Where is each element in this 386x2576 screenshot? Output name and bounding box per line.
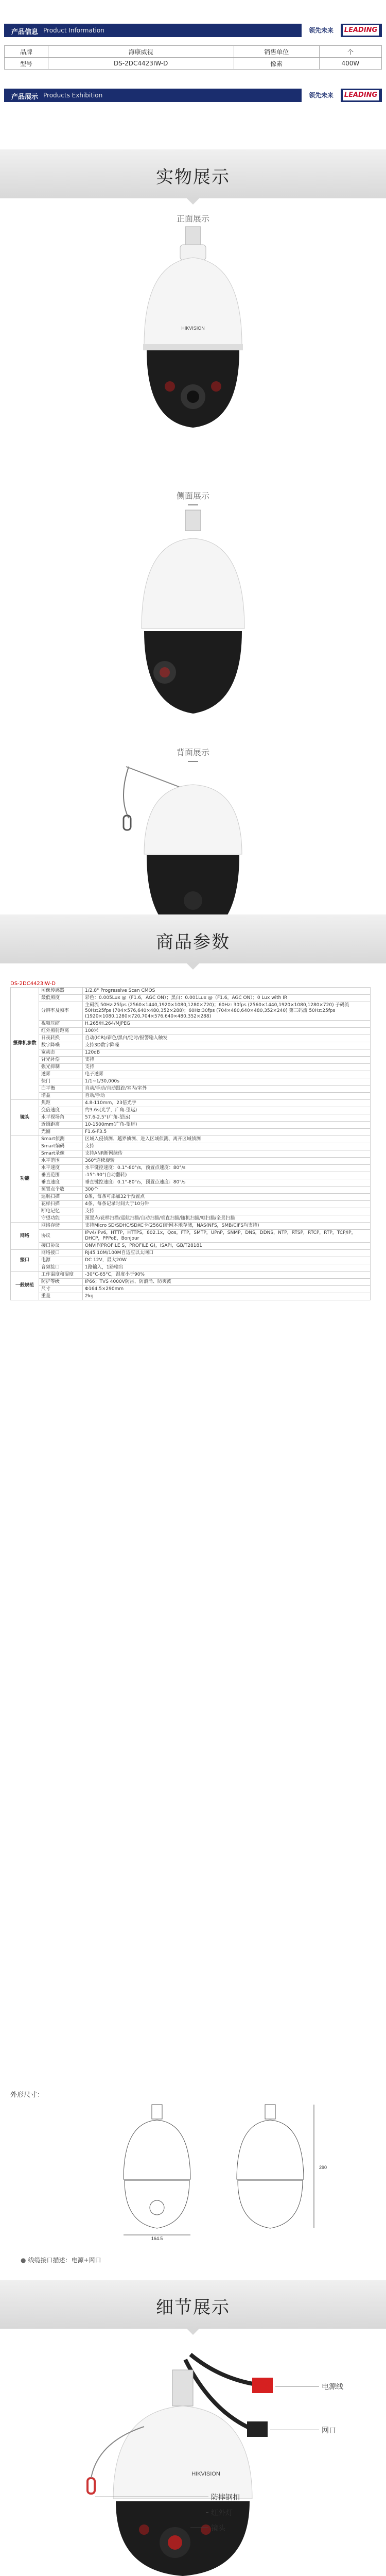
- spec-value: 垂直键控速度：0.1°-80°/s，预置点速度：80°/s: [83, 1179, 371, 1187]
- camera-front-image: [129, 227, 257, 443]
- front-view-label: 正面展示: [0, 212, 386, 228]
- table-cell: 像素: [234, 58, 319, 70]
- spec-row: [11, 1279, 371, 1286]
- spec-row: [11, 1179, 371, 1187]
- section-title: 细节展示: [156, 2297, 230, 2318]
- spec-key: 光圈: [39, 1129, 83, 1136]
- spec-value: -30°C-65°C，湿度小于90%: [83, 1272, 371, 1279]
- spec-value: 100米: [83, 1028, 371, 1035]
- table-row: [5, 46, 382, 58]
- spec-row: [11, 1257, 371, 1264]
- spec-category: 功能: [11, 1136, 39, 1223]
- banner-arrow: [187, 2329, 199, 2335]
- spec-value: 支持: [83, 1057, 371, 1064]
- spec-value: 支持Micro SD/SDHC/SDXC卡(256G)断网本地存储，NAS(NFS，SMB/CIFS均支持): [83, 1223, 371, 1230]
- spec-value: 约3.6s(光学，广角-望远): [83, 1107, 371, 1114]
- spec-row: [11, 1250, 371, 1257]
- spec-row: [11, 1086, 371, 1093]
- table-cell: 400W: [319, 58, 381, 70]
- spec-row: [11, 1100, 371, 1107]
- spec-row: [11, 1165, 371, 1172]
- side-view-label: 侧面展示: [0, 489, 386, 505]
- spec-value: 主码流 50Hz:25fps (2560×1440,1920×1080,1280×720)；60Hz: 30fps (2560×1440,1920×1080,1280×720) 子码流 50Hz:25fps (704×576,640×480,352×288)；60Hz:30fps (704×480,640×480,352×240) 第三码流 50Hz:25fps (1920×1080,1280×720,704×576,640×480,352×288): [83, 1002, 371, 1021]
- product-info-table: [4, 45, 382, 70]
- spec-key: 水平视场角: [39, 1114, 83, 1122]
- spec-row: [11, 1078, 371, 1086]
- spec-key: 接口协议: [39, 1243, 83, 1250]
- spec-value: 2kg: [83, 1293, 371, 1300]
- spec-value: 1/2.8" Progressive Scan CMOS: [83, 988, 371, 995]
- table-cell: 型号: [5, 58, 48, 70]
- callout-power: 电源线: [322, 2383, 343, 2391]
- spec-row: [11, 1107, 371, 1114]
- spec-key: 快门: [39, 1078, 83, 1086]
- exhibition-header: [4, 89, 382, 102]
- spec-row: [11, 1057, 371, 1064]
- spec-key: 宽动态: [39, 1049, 83, 1057]
- spec-key: 垂直速度: [39, 1179, 83, 1187]
- detail-banner: [0, 2280, 386, 2329]
- spec-row: [11, 1150, 371, 1158]
- spec-value: 支持ANR断网续传: [83, 1150, 371, 1158]
- spec-key: 数字降噪: [39, 1042, 83, 1049]
- spec-table: [10, 987, 371, 1300]
- product-info-header: [4, 24, 382, 37]
- real-photo-banner: [0, 149, 386, 198]
- spec-row: [11, 1002, 371, 1021]
- spec-key: 电源: [39, 1257, 83, 1264]
- spec-value: 自动/手动/自动跟踪/室内/室外: [83, 1086, 371, 1093]
- spec-key: 变倍速度: [39, 1107, 83, 1114]
- spec-value: 57.6-2.5°(广角-望远): [83, 1114, 371, 1122]
- spec-value: 彩色：0.005Lux @（F1.6，AGC ON）；黑白：0.001Lux @（F1.6，AGC ON）；0 Lux with IR: [83, 995, 371, 1002]
- brand-logo-en: LEADING: [343, 25, 379, 36]
- dimension-front-drawing: [113, 2102, 201, 2241]
- spec-row: [11, 1187, 371, 1194]
- spec-row: [11, 1114, 371, 1122]
- spec-value: IP66；TVS 4000V防雷、防浪涌、防突波: [83, 1279, 371, 1286]
- spec-key: Smart侦测: [39, 1136, 83, 1143]
- spec-key: 水平速度: [39, 1165, 83, 1172]
- brand-logo-cn: 领先未来: [302, 89, 341, 102]
- table-cell: 个: [319, 46, 381, 58]
- spec-key: 音频接口: [39, 1264, 83, 1272]
- table-cell: 品牌: [5, 46, 48, 58]
- table-row: [5, 58, 382, 70]
- spec-value: 水平键控速度：0.1°-80°/s，预置点速度：80°/s: [83, 1165, 371, 1172]
- spec-value: IPv4/IPv6，HTTP，HTTPS，802.1x，Qos，FTP，SMTP，UPnP，SNMP，DNS，DDNS，NTP，RTSP，RTCP，RTP，TCP/IP，DHCP，PPPoE，Bonjour: [83, 1230, 371, 1243]
- spec-key: 强光抑制: [39, 1064, 83, 1071]
- spec-value: F1.6-F3.5: [83, 1129, 371, 1136]
- spec-value: 360°连续旋转: [83, 1158, 371, 1165]
- spec-key: 水平范围: [39, 1158, 83, 1165]
- callout-network: 网口: [322, 2427, 336, 2435]
- spec-key: 网络接口: [39, 1250, 83, 1257]
- header-title-cn: 产品信息: [11, 28, 39, 36]
- dimension-side-drawing: [226, 2102, 327, 2241]
- spec-key: 预置点个数: [39, 1187, 83, 1194]
- spec-key: Smart录像: [39, 1150, 83, 1158]
- spec-key: 垂直范围: [39, 1172, 83, 1179]
- table-cell: 销售单位: [234, 46, 319, 58]
- spec-row: [11, 1049, 371, 1057]
- spec-value: 区域入侵侦测、越界侦测、进入区域侦测、离开区域侦测: [83, 1136, 371, 1143]
- params-banner: [0, 914, 386, 963]
- callout-anti-drop: 防摔钢扣: [211, 2494, 240, 2502]
- spec-key: 红外照射距离: [39, 1028, 83, 1035]
- table-cell: 海康威视: [48, 46, 234, 58]
- spec-row: [11, 1158, 371, 1165]
- dimension-height: 290: [319, 2165, 327, 2170]
- spec-model-label: DS-2DC4423IW-D: [10, 981, 56, 987]
- spec-row: [11, 1042, 371, 1049]
- spec-value: 支持: [83, 1208, 371, 1215]
- brand-logo-cn: 领先未来: [302, 24, 341, 37]
- spec-key: 花样扫描: [39, 1201, 83, 1208]
- spec-key: 守望功能: [39, 1215, 83, 1223]
- spec-row: [11, 1143, 371, 1150]
- dimension-title: 外形尺寸：: [10, 2091, 44, 2099]
- spec-row: [11, 1215, 371, 1223]
- brand-label: HIKVISION: [191, 2471, 220, 2477]
- banner-arrow: [187, 198, 199, 205]
- spec-key: 视频压缩: [39, 1021, 83, 1028]
- camera-side-image: [129, 510, 257, 726]
- spec-value: 支持3D数字降噪: [83, 1042, 371, 1049]
- spec-value: 预置点/花样扫描/巡航扫描/自动扫描/垂直扫描/随机扫描/帧扫描/全景扫描: [83, 1215, 371, 1223]
- header-title-en: Product Information: [43, 27, 104, 34]
- spec-key: 断电记忆: [39, 1208, 83, 1215]
- spec-key: 焦距: [39, 1100, 83, 1107]
- spec-row: [11, 1272, 371, 1279]
- spec-key: 日夜转换: [39, 1035, 83, 1042]
- spec-key: 重量: [39, 1293, 83, 1300]
- spec-value: 8条，每条可添加32个预置点: [83, 1194, 371, 1201]
- spec-value: 4.8-110mm，23倍光学: [83, 1100, 371, 1107]
- spec-row: [11, 1223, 371, 1230]
- spec-row: [11, 1028, 371, 1035]
- spec-key: 巡航扫描: [39, 1194, 83, 1201]
- spec-key: 尺寸: [39, 1286, 83, 1293]
- spec-row: [11, 1136, 371, 1143]
- spec-row: [11, 1071, 371, 1078]
- spec-value: 支持: [83, 1143, 371, 1150]
- header-title-en: Products Exhibition: [43, 92, 103, 99]
- dimension-width: 164.5: [151, 2236, 163, 2241]
- spec-key: 网络存储: [39, 1223, 83, 1230]
- spec-row: [11, 1194, 371, 1201]
- spec-key: 白平衡: [39, 1086, 83, 1093]
- spec-row: [11, 1201, 371, 1208]
- spec-value: 自动(ICR)/彩色/黑白/定时/报警输入触发: [83, 1035, 371, 1042]
- spec-row: [11, 1208, 371, 1215]
- spec-value: H.265/H.264/MJPEG: [83, 1021, 371, 1028]
- table-cell: DS-2DC4423IW-D: [48, 58, 234, 70]
- section-title: 实物展示: [156, 167, 230, 188]
- spec-category: 一般规范: [11, 1272, 39, 1300]
- spec-value: 1路输入，1路输出: [83, 1264, 371, 1272]
- spec-value: DC 12V，最大20W: [83, 1257, 371, 1264]
- spec-row: [11, 1230, 371, 1243]
- spec-value: Φ164.5×290mm: [83, 1286, 371, 1293]
- section-title: 商品参数: [156, 932, 230, 953]
- spec-value: RJ45 10M/100M自适应以太网口: [83, 1250, 371, 1257]
- spec-row: [11, 1293, 371, 1300]
- spec-key: 透雾: [39, 1071, 83, 1078]
- spec-key: 图像传感器: [39, 988, 83, 995]
- camera-detail-image: [67, 2339, 304, 2576]
- spec-row: [11, 1129, 371, 1136]
- spec-key: 工作温度和湿度: [39, 1272, 83, 1279]
- spec-value: 支持: [83, 1064, 371, 1071]
- spec-value: 1/1~1/30,000s: [83, 1078, 371, 1086]
- spec-row: [11, 1243, 371, 1250]
- callout-lens: 镜头: [211, 2524, 225, 2533]
- spec-row: [11, 1035, 371, 1042]
- spec-value: 自动/手动: [83, 1093, 371, 1100]
- callout-ir: 红外灯: [211, 2509, 233, 2517]
- spec-row: [11, 1122, 371, 1129]
- callout-line: [206, 2512, 208, 2513]
- header-title-cn: 产品展示: [11, 93, 39, 101]
- spec-value: -15°-90°(自动翻转): [83, 1172, 371, 1179]
- spec-key: 近摄距离: [39, 1122, 83, 1129]
- spec-category: 摄像机参数: [11, 988, 39, 1100]
- spec-row: [11, 1093, 371, 1100]
- spec-row: [11, 1172, 371, 1179]
- spec-row: [11, 1064, 371, 1071]
- spec-row: [11, 1021, 371, 1028]
- spec-row: [11, 1286, 371, 1293]
- brand-logo-en: LEADING: [343, 90, 379, 100]
- banner-arrow: [187, 963, 199, 970]
- spec-key: 最低照度: [39, 995, 83, 1002]
- brand-label: HIKVISION: [181, 326, 205, 331]
- spec-value: 120dB: [83, 1049, 371, 1057]
- spec-row: [11, 1264, 371, 1272]
- spec-key: 协议: [39, 1230, 83, 1243]
- spec-value: 10-1500mm(广角-望远): [83, 1122, 371, 1129]
- spec-key: 背光补偿: [39, 1057, 83, 1064]
- back-view-label: 背面展示: [0, 746, 386, 762]
- cable-note: ● 线缆接口描述：电源+网口: [21, 2256, 101, 2264]
- spec-row: [11, 988, 371, 995]
- spec-category: 镜头: [11, 1100, 39, 1136]
- spec-value: ONVIF(PROFILE S，PROFILE G)，ISAPI，GB/T28181: [83, 1243, 371, 1250]
- spec-key: Smart编码: [39, 1143, 83, 1150]
- spec-key: 增益: [39, 1093, 83, 1100]
- spec-key: 防护等级: [39, 1279, 83, 1286]
- spec-row: [11, 995, 371, 1002]
- spec-value: 4条，每条记录时间大于10分钟: [83, 1201, 371, 1208]
- spec-value: 电子透雾: [83, 1071, 371, 1078]
- spec-key: 分辨率及帧率: [39, 1002, 83, 1021]
- spec-category: 网络: [11, 1223, 39, 1250]
- spec-value: 300个: [83, 1187, 371, 1194]
- spec-category: 接口: [11, 1250, 39, 1272]
